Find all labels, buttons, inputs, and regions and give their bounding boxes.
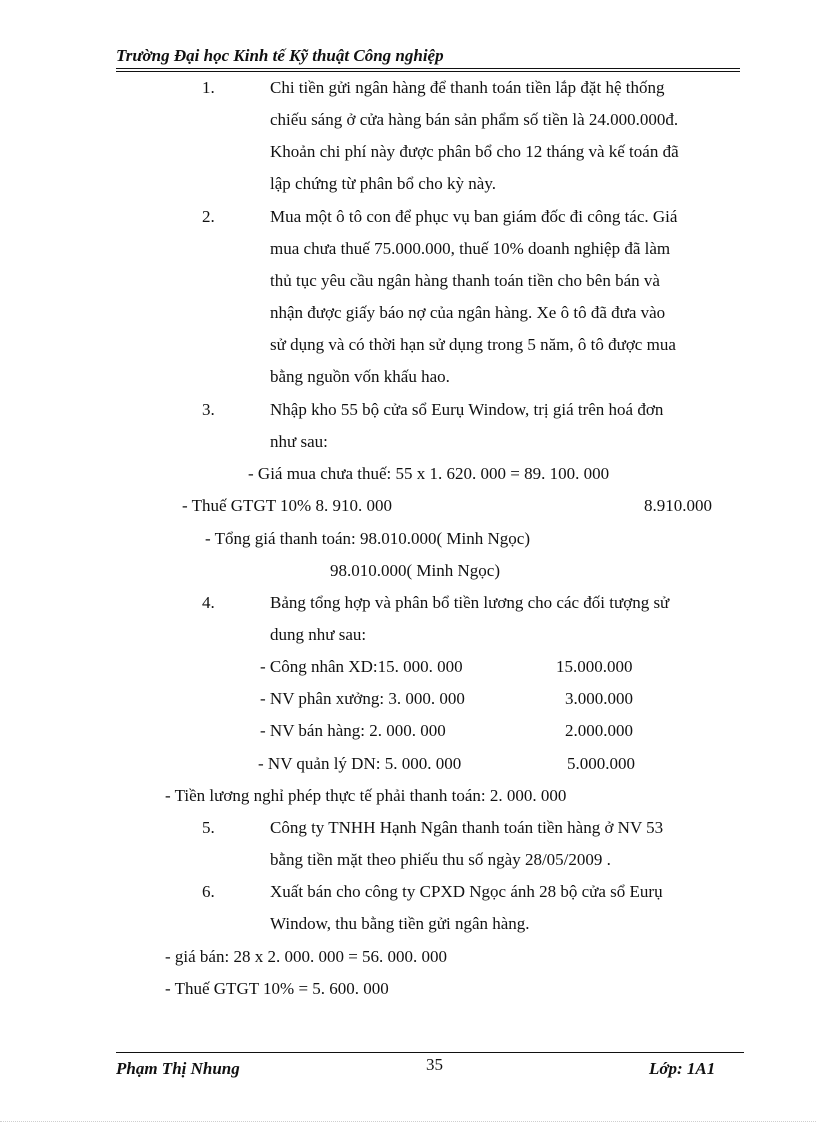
item-line: Mua một ô tô con để phục vụ ban giám đốc đi công tác. Giá bbox=[270, 207, 678, 226]
item-line: nhận được giấy báo nợ của ngân hàng. Xe ô tô đã đưa vào bbox=[270, 303, 666, 322]
sale-vat-line: - Thuế GTGT 10% = 5. 600. 000 bbox=[165, 979, 389, 998]
salary-row-label: - Công nhân XD:15. 000. 000 bbox=[260, 657, 463, 676]
salary-row-label: - NV bán hàng: 2. 000. 000 bbox=[260, 721, 446, 740]
bottom-dotted-border bbox=[0, 1121, 816, 1122]
item-line: lập chứng từ phân bổ cho kỳ này. bbox=[270, 174, 496, 193]
salary-row-label: - NV phân xưởng: 3. 000. 000 bbox=[260, 689, 465, 708]
item-number: 3. bbox=[202, 400, 215, 419]
item-line: sử dụng và có thời hạn sử dụng trong 5 năm, ô tô được mua bbox=[270, 335, 676, 354]
footer-rule bbox=[116, 1052, 744, 1053]
item-line: Công ty TNHH Hạnh Ngân thanh toán tiền hàng ở NV 53 bbox=[270, 818, 664, 837]
vat-line: - Thuế GTGT 10% 8. 910. 000 bbox=[182, 496, 392, 515]
item-number: 4. bbox=[202, 593, 215, 612]
sale-price-line: - giá bán: 28 x 2. 000. 000 = 56. 000. 000 bbox=[165, 947, 448, 966]
vat-amount: 8.910.000 bbox=[644, 496, 712, 515]
total-payment-repeat: 98.010.000( Minh Ngọc) bbox=[330, 561, 500, 580]
salary-row-label: - NV quản lý DN: 5. 000. 000 bbox=[258, 754, 462, 773]
salary-row-value: 2.000.000 bbox=[565, 721, 633, 740]
item-line: mua chưa thuế 75.000.000, thuế 10% doanh nghiệp đã làm bbox=[270, 239, 671, 258]
item-line: thủ tục yêu cầu ngân hàng thanh toán tiền cho bên bán và bbox=[270, 271, 660, 290]
page-number: 35 bbox=[426, 1055, 443, 1074]
item-line: Nhập kho 55 bộ cửa sổ Eurụ Window, trị giá trên hoá đơn bbox=[270, 400, 664, 419]
leave-pay-line: - Tiền lương nghỉ phép thực tế phải thanh toán: 2. 000. 000 bbox=[165, 786, 567, 805]
salary-row-value: 3.000.000 bbox=[565, 689, 633, 708]
header-rule-top bbox=[116, 68, 740, 69]
purchase-price-line: - Giá mua chưa thuế: 55 x 1. 620. 000 = 89. 100. 000 bbox=[248, 464, 610, 483]
item-number: 6. bbox=[202, 882, 215, 901]
item-line: Window, thu bằng tiền gửi ngân hàng. bbox=[270, 914, 530, 933]
header-title: Trường Đại học Kinh tế Kỹ thuật Công nghiệp bbox=[116, 46, 444, 65]
item-line: dung như sau: bbox=[270, 625, 367, 644]
salary-row-value: 5.000.000 bbox=[567, 754, 635, 773]
header-rule-bottom bbox=[116, 71, 740, 72]
item-number: 1. bbox=[202, 78, 215, 97]
item-line: Xuất bán cho công ty CPXD Ngọc ánh 28 bộ cửa sổ Eurụ bbox=[270, 882, 663, 901]
footer-author: Phạm Thị Nhung bbox=[116, 1059, 240, 1078]
item-line: bằng tiền mặt theo phiếu thu số ngày 28/05/2009 . bbox=[270, 850, 611, 869]
item-number: 2. bbox=[202, 207, 215, 226]
item-number: 5. bbox=[202, 818, 215, 837]
footer-class: Lớp: 1A1 bbox=[649, 1059, 716, 1078]
item-line: Chi tiền gửi ngân hàng để thanh toán tiền lắp đặt hệ thống bbox=[270, 78, 665, 97]
item-line: bằng nguồn vốn khấu hao. bbox=[270, 367, 450, 386]
total-payment-line: - Tổng giá thanh toán: 98.010.000( Minh Ngọc) bbox=[205, 529, 531, 548]
item-line: Bảng tổng hợp và phân bổ tiền lương cho các đối tượng sử bbox=[270, 593, 670, 612]
item-line: chiếu sáng ở cửa hàng bán sản phẩm số tiền là 24.000.000đ. bbox=[270, 110, 679, 129]
salary-row-value: 15.000.000 bbox=[556, 657, 633, 676]
item-line: như sau: bbox=[270, 432, 328, 451]
item-line: Khoản chi phí này được phân bổ cho 12 tháng và kế toán đã bbox=[270, 142, 679, 161]
